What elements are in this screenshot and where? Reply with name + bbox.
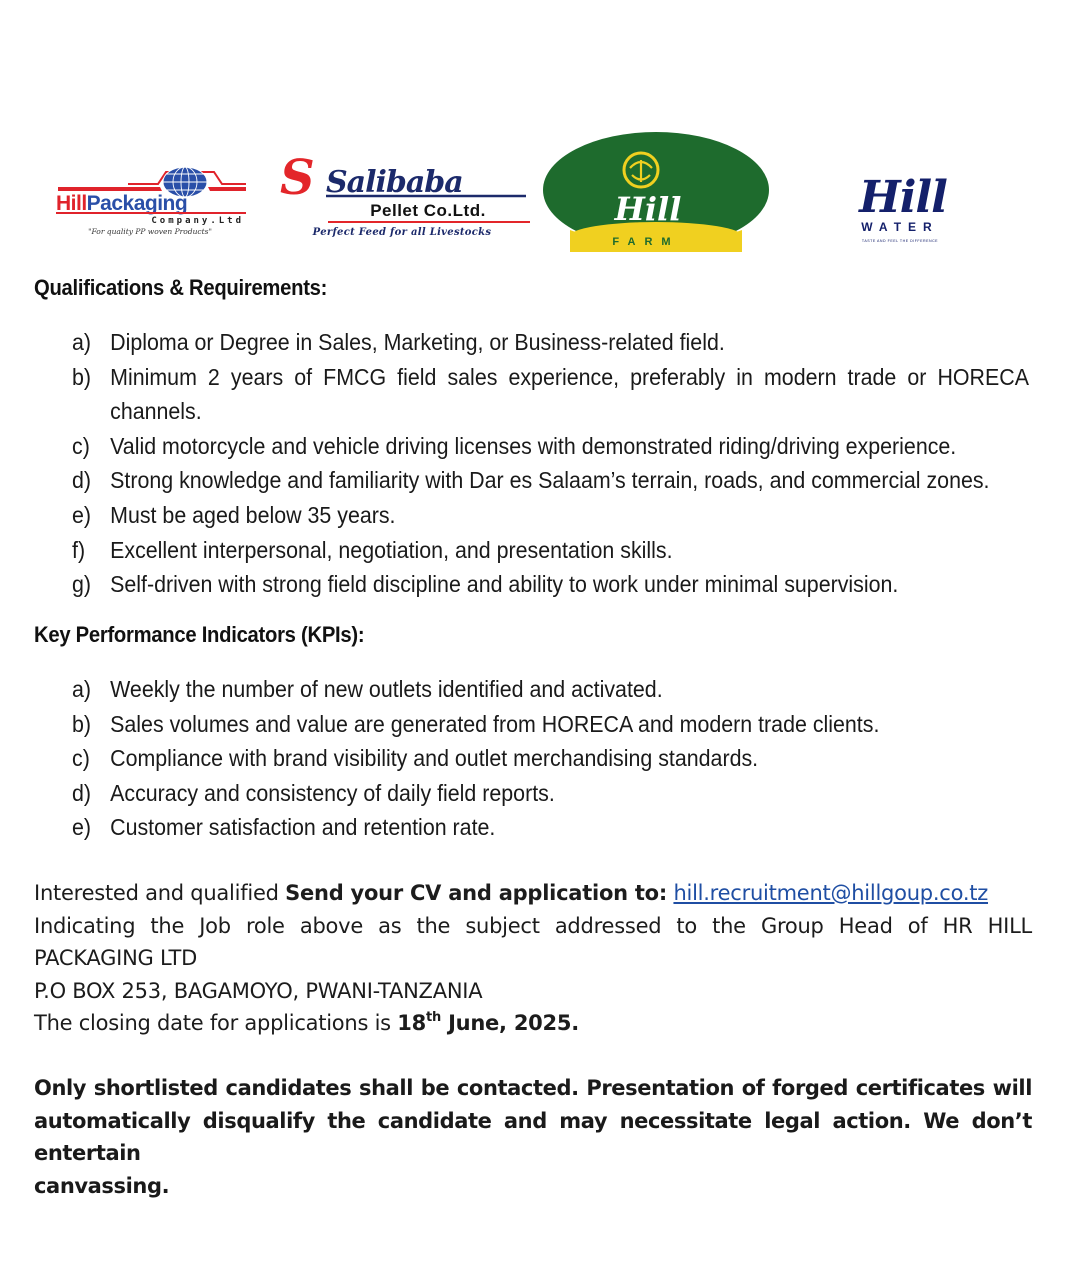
farm-name: Hill (614, 190, 682, 228)
list-item: b) Minimum 2 years of FMCG field sales experience, preferably in modern trade or HORECA channels. (72, 363, 1029, 425)
closing-date-line: The closing date for applications is 18th June, 2025. (34, 1010, 579, 1035)
hill-water-logo (828, 168, 978, 248)
indicating-line-2: PACKAGING LTD (34, 946, 198, 970)
salibaba-logo (268, 148, 536, 240)
list-item: b) Sales volumes and value are generated from HORECA and modern trade clients. (72, 710, 880, 737)
hill-packaging-logo (50, 160, 250, 240)
salibaba-initial: S (280, 150, 315, 206)
list-item: d) Strong knowledge and familiarity with Dar es Salaam’s terrain, roads, and commercial zones. (72, 467, 990, 494)
indicating-line: Indicating the Job role above as the subject addressed to the Group Head of HR HILL (34, 913, 1032, 938)
closing-date: 18th June, 2025. (397, 1010, 579, 1035)
hill-farm-logo (542, 132, 770, 252)
qualifications-list (72, 325, 1062, 602)
list-item: c) Valid motorcycle and vehicle driving licenses with demonstrated riding/driving experience. (72, 432, 957, 459)
hp-name-part1: Hill (56, 192, 87, 215)
svg-text:HillPackaging (56, 192, 187, 215)
send-cv-line: Interested and qualified Send your CV and application to: hill.recruitment@hillgoup.co.tz (34, 881, 989, 905)
salibaba-sub: Pellet Co.Ltd. (370, 201, 486, 220)
list-item: c) Compliance with brand visibility and outlet merchandising standards. (72, 745, 759, 772)
kpis-list (72, 672, 1062, 845)
water-name: Hill (859, 172, 947, 223)
list-item: e) Customer satisfaction and retention rate. (72, 814, 496, 841)
list-item: d) Accuracy and consistency of daily field reports. (72, 779, 555, 806)
water-sub: WATER (861, 220, 939, 234)
list-item: g) Self-driven with strong field discipline and ability to work under minimal supervision. (72, 571, 899, 598)
list-item: a) Weekly the number of new outlets identified and activated. (72, 676, 663, 702)
farm-sub: FARM (612, 236, 680, 248)
list-item: a) Diploma or Degree in Sales, Marketing, or Business-related field. (72, 329, 725, 355)
recruitment-email-link[interactable]: hill.recruitment@hillgoup.co.tz (673, 881, 989, 905)
application-instructions (34, 877, 1032, 1040)
hp-name-part2: Packaging (86, 192, 188, 215)
hp-tagline: "For quality PP woven Products" (88, 227, 212, 236)
salibaba-name: Salibaba (326, 165, 463, 200)
hp-company: Company.Ltd (151, 216, 244, 226)
postal-address: P.O BOX 253, BAGAMOYO, PWANI-TANZANIA (34, 978, 483, 1003)
qualifications-title: Qualifications & Requirements: (34, 275, 328, 300)
shortlist-notice: Only shortlisted candidates shall be contacted. Presentation of forged certificates will automatically disqualify the candidate and may necessitate legal action. We don’t entertain canvassing. (34, 1076, 1032, 1198)
salibaba-tagline: Perfect Feed for all Livestocks (312, 227, 492, 238)
list-item: f) Excellent interpersonal, negotiation, and presentation skills. (72, 536, 673, 563)
water-tagline: TASTE AND FEEL THE DIFFERENCE (861, 239, 939, 243)
kpis-title: Key Performance Indicators (KPIs): (34, 622, 365, 647)
list-item: e) Must be aged below 35 years. (72, 501, 396, 528)
